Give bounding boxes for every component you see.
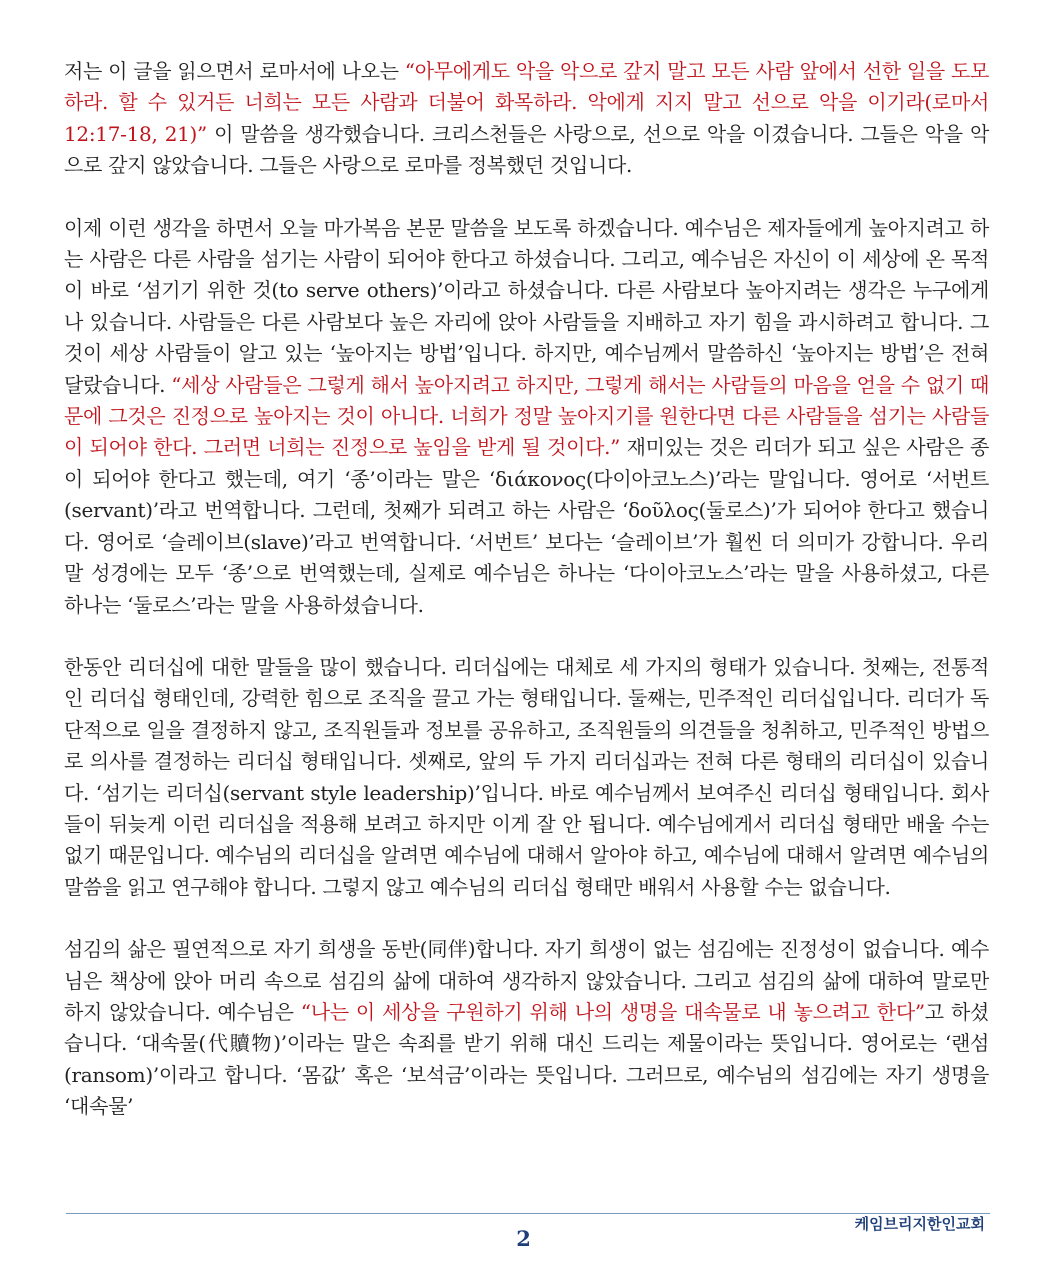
paragraph-1 xyxy=(64,56,989,182)
paragraph-4 xyxy=(64,934,989,1122)
paragraph-2-text-1: 이제 이런 생각을 하면서 오늘 마가복음 본문 말씀을 보도록 하겠습니다. 예수님은 제자들에게 높아지려고 하는 사람은 다른 사람을 섬기는 사람이 되어야 한다고 하셨습니다. 그리고, 예수님은 자신이 이 세상에 온 목적이 바로 ‘섬기기 위한 것(to serve others)’이라고 하셨습니다. 다른 사람보다 높아지려는 생각은 누구에게나 있습니다. 사람들은 다른 사람보다 높은 자리에 앉아 사람들을 지배하고 자기 힘을 과시하려고 합니다. 그것이 세상 사람들이 알고 있는 ‘높아지는 방법’입니다. 하지만, 예수님께서 말씀하신 ‘높아지는 방법’은 전혀 달랐습니다. xyxy=(64,215,989,397)
paragraph-4-text-2: 고 하셨습니다. ‘대속물(代贖物)’이라는 말은 속죄를 받기 위해 대신 드리는 제물이라는 뜻입니다. 영어로는 ‘랜섬(ransom)’이라고 합니다. ‘몸값’ 혹은 ‘보석금’이라는 뜻입니다. 그러므로, 예수님의 섬김에는 자기 생명을 ‘대속물’ xyxy=(64,999,990,1119)
paragraph-1-quote-romans: “아무에게도 악을 악으로 갚지 말고 모든 사람 앞에서 선한 일을 도모하라. 할 수 있거든 너희는 모든 사람과 더불어 화목하라. 악에게 지지 말고 선으로 악을 이기라(로마서 12:17-18, 21)” xyxy=(64,59,989,146)
paragraph-2-text-2: 재미있는 것은 리더가 되고 싶은 사람은 종이 되어야 한다고 했는데, 여기 ‘종’이라는 말은 ‘διάκονος(다이아코노스)’라는 말입니다. 영어로 ‘서번트(servant)’라고 번역합니다. 그런데, 첫째가 되려고 하는 사람은 ‘δοῦλος(둘로스)’가 되어야 한다고 했습니다. 영어로 ‘슬레이브(slave)’라고 번역합니다. ‘서번트’ 보다는 ‘슬레이브’가 훨씬 더 의미가 강합니다. 우리말 성경에는 모두 ‘종’으로 번역했는데, 실제로 예수님은 하나는 ‘다이아코노스’라는 말을 사용하셨고, 다른 하나는 ‘둘로스’라는 말을 사용하셨습니다. xyxy=(64,435,989,617)
paragraph-4-text-1: 섬김의 삶은 필연적으로 자기 희생을 동반(同伴)합니다. 자기 희생이 없는 섬김에는 진정성이 없습니다. 예수님은 책상에 앉아 머리 속으로 섬김의 삶에 대하여 생각하지 않았습니다. 그리고 섬김의 삶에 대하여 말로만 하지 않았습니다. 예수님은 xyxy=(64,937,989,1024)
paragraph-1-text-2: 이 말씀을 생각했습니다. 크리스천들은 사랑으로, 선으로 악을 이겼습니다. 그들은 악을 악으로 갚지 않았습니다. 그들은 사랑으로 로마를 정복했던 것입니다. xyxy=(64,121,989,178)
page-number: 2 xyxy=(516,1226,531,1251)
paragraph-4-quote-jesus: “나는 이 세상을 구원하기 위해 나의 생명을 대속물로 내 놓으려고 한다” xyxy=(300,999,925,1024)
church-name: 케임브리지한인교회 xyxy=(854,1215,985,1233)
footer-divider xyxy=(66,1213,990,1214)
paragraph-3 xyxy=(64,652,989,903)
paragraph-3-text-1: 한동안 리더십에 대한 말들을 많이 했습니다. 리더십에는 대체로 세 가지의 형태가 있습니다. 첫째는, 전통적인 리더십 형태인데, 강력한 힘으로 조직을 끌고 가는 형태입니다. 둘째는, 민주적인 리더십입니다. 리더가 독단적으로 일을 결정하지 않고, 조직원들과 정보를 공유하고, 조직원들의 의견들을 청취하고, 민주적인 방법으로 의사를 결정하는 리더십 형태입니다. 셋째로, 앞의 두 가지 리더십과는 전혀 다른 형태의 리더십이 있습니다. ‘섬기는 리더십(servant style leadership)’입니다. 바로 예수님께서 보여주신 리더십 형태입니다. 회사들이 뒤늦게 이런 리더십을 적용해 보려고 하지만 이게 잘 안 됩니다. 예수님에게서 리더십 형태만 배울 수는 없기 때문입니다. 예수님의 리더십을 알려면 예수님에 대해서 알아야 하고, 예수님에 대해서 알려면 예수님의 말씀을 읽고 연구해야 합니다. 그렇지 않고 예수님의 리더십 형태만 배워서 사용할 수는 없습니다. xyxy=(64,654,989,899)
paragraph-2-quote-jesus: “세상 사람들은 그렇게 해서 높아지려고 하지만, 그렇게 해서는 사람들의 마음을 얻을 수 없기 때문에 그것은 진정으로 높아지는 것이 아니다. 너희가 정말 높아지기를 원한다면 다른 사람들을 섬기는 사람들이 되어야 한다. 그러면 너희는 진정으로 높임을 받게 될 것이다.” xyxy=(64,372,989,460)
paragraph-1-text-1: 저는 이 글을 읽으면서 로마서에 나오는 xyxy=(64,59,405,83)
document-body xyxy=(64,56,989,1123)
paragraph-2 xyxy=(64,213,989,621)
